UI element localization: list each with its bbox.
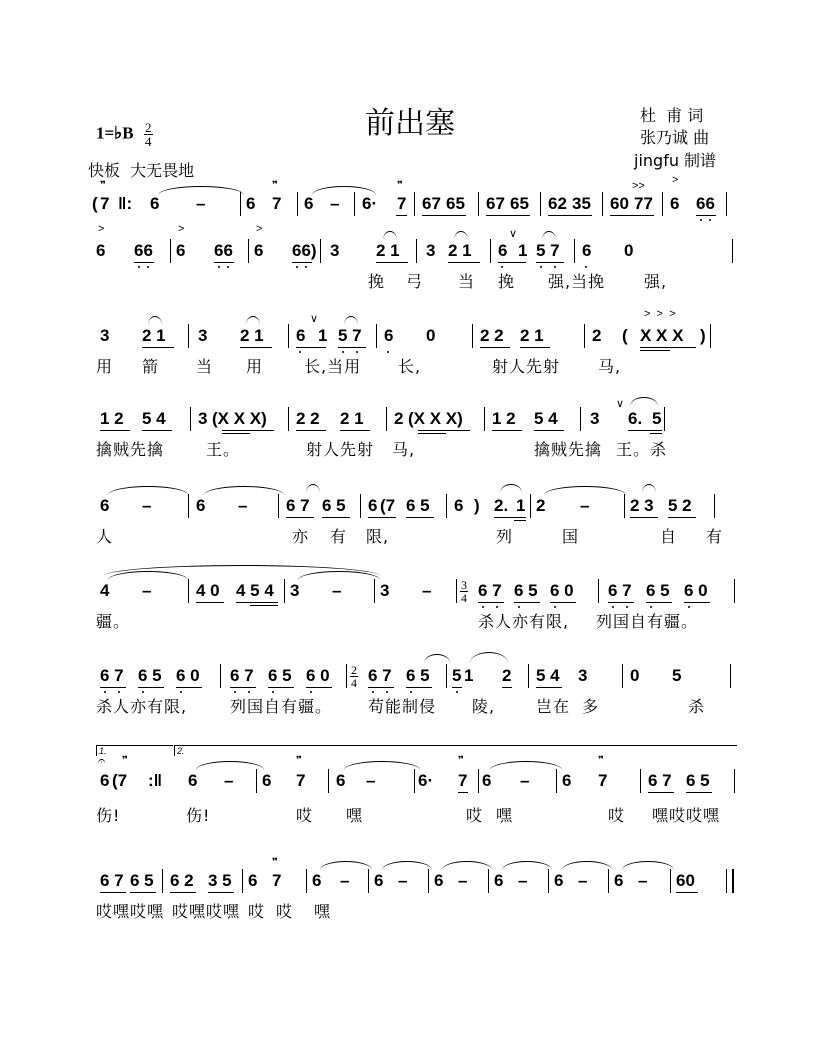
score-row-4: 1 2 5 4 3 (X X X) 2 2 2 1 2 (X X X) 1 2 5 4 3 ∨ 6. 5 擒贼先擒 王。 射人先射 马, 擒贼先擒 王。杀 (96, 398, 668, 459)
score-row-2: > 6 66 > 6 66 > 6 66) 3 2 1 3 2 1 6 ∨ 1 5 7 6 0 挽 弓 当 挽 强,当挽 强, (96, 225, 736, 305)
key-signature: 1=♭B $\frac{2}{4}$ (96, 120, 152, 149)
score-row-5: 6 – 6 – 6 7 6 5 6 (7 6 5 6 ) 2. 1 2 – 2 3 5 2 人 亦 有 限, 列 国 自 有 (96, 480, 736, 560)
volta-1: 1. (96, 745, 173, 756)
volta-2: 2. (174, 745, 737, 756)
score-row-3: 3 2 1 3 2 1 6 ∨ 1 5 7 6 0 2 2 2 1 2 ( > > > X X X ) 用 箭 当 用 长,当用 长, 射人先射 马, (96, 310, 736, 390)
lyricist-credit: 杜 甫 词 (640, 106, 704, 125)
score-row-1: ( 7 ❞ ‖: 6 – 6 7 ❞ 6 – 6· 7 ❞ 67 65 67 65 62 35 60 77 >> 6 > 66 (92, 178, 732, 258)
time-signature: $\frac{2}{4}$ (145, 120, 152, 149)
song-title: 前出塞 (365, 106, 455, 141)
score-row-9: 6 7 6 5 6 2 3 5 6 7 ❞ 6 – 6 – 6 – 6 – 6 – 6 – 60 哎嘿哎嘿 哎嘿哎嘿 哎 哎 嘿 (96, 855, 736, 935)
tempo-marking: 快板 大无畏地 (88, 161, 195, 180)
score-row-8: 1. 2. 𝄐 6 (7 ❞ :‖ 6 – 6 7 ❞ 6 – 6· 7 ❞ 6 – 6 7 ❞ 6 7 6 5 伤! 伤! 哎 嘿 哎 嘿 哎 嘿哎哎嘿 (96, 745, 736, 825)
score-row-7: 6 7 6 5 6 0 6 7 6 5 6 0 $\frac{2}{4}$ 6 7 6 5 5 1 2 5 4 3 0 5 杀人亦有限, 列国自有疆。 苟能制侵 陵, 岂在 多 杀 (96, 650, 736, 730)
composer-credit: 张乃诚 曲 (640, 128, 710, 147)
score-row-6: 4 – 4 0 4 5 4 3 – 3 – $\frac{3}{4}$ 6 7 6 5 6 0 6 7 6 5 6 0 疆。 杀人亦有限, 列国自有疆。 (96, 565, 736, 645)
arranger-credit: jingfu 制谱 (634, 151, 717, 170)
